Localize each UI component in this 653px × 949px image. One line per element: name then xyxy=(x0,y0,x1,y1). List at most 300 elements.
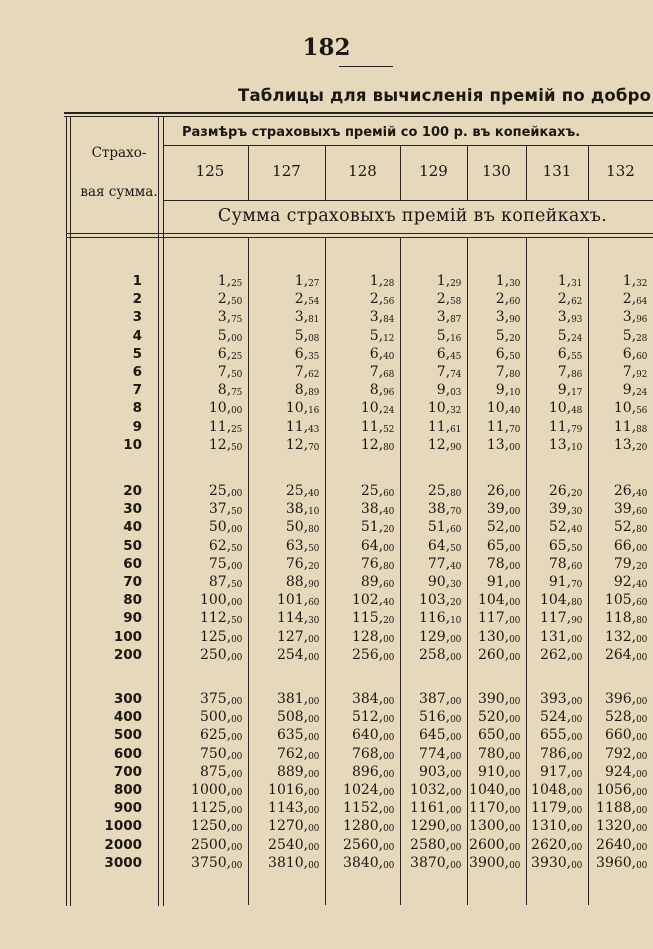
premium-kopecks: 00 xyxy=(509,715,520,726)
premium-kopecks: 61 xyxy=(450,424,461,435)
premium-kopecks: 52 xyxy=(383,424,394,435)
premium-rubles: 258, xyxy=(418,646,451,663)
premium-kopecks: 62 xyxy=(308,370,319,380)
premium-kopecks: 80 xyxy=(571,598,582,609)
insured-sum: 2 xyxy=(132,291,142,308)
insured-sum: 30 xyxy=(123,501,142,518)
premium-kopecks: 00 xyxy=(509,616,520,627)
premium-kopecks: 00 xyxy=(450,824,461,835)
premium-rubles: 11, xyxy=(208,418,232,435)
premium-rubles: 2640, xyxy=(596,836,637,853)
premium-rubles: 52, xyxy=(613,519,637,536)
premium-kopecks: 32 xyxy=(450,406,461,417)
premium-kopecks: 00 xyxy=(308,824,319,835)
premium-kopecks: 50 xyxy=(231,507,242,518)
premium-rubles: 3870, xyxy=(410,854,451,871)
premium-kopecks: 29 xyxy=(450,279,461,289)
premium-rubles: 9, xyxy=(557,382,572,399)
premium-kopecks: 00 xyxy=(383,842,394,853)
premium-rubles: 1152, xyxy=(343,800,384,817)
premium-kopecks: 00 xyxy=(231,525,242,536)
premium-kopecks: 70 xyxy=(571,580,582,590)
premium-rubles: 774, xyxy=(418,745,451,762)
premium-rubles: 780, xyxy=(477,745,510,762)
premium-rubles: 387, xyxy=(418,691,451,707)
premium-kopecks: 00 xyxy=(509,751,520,762)
premium-rubles: 26, xyxy=(613,483,637,499)
premium-kopecks: 50 xyxy=(231,580,242,590)
premium-kopecks: 00 xyxy=(571,806,582,817)
premium-kopecks: 50 xyxy=(231,616,242,627)
premium-kopecks: 88 xyxy=(636,424,647,435)
premium-kopecks: 75 xyxy=(231,388,242,399)
premium-rubles: 2, xyxy=(436,291,451,308)
premium-rubles: 76, xyxy=(285,555,309,572)
premium-kopecks: 20 xyxy=(509,333,520,344)
premium-rubles: 393, xyxy=(539,691,572,707)
premium-cell xyxy=(526,854,582,875)
premium-rubles: 7, xyxy=(217,364,232,380)
premium-rubles: 9, xyxy=(436,382,451,399)
premium-rubles: 3, xyxy=(436,309,451,326)
premium-kopecks: 00 xyxy=(571,715,582,726)
premium-rubles: 1300, xyxy=(469,818,510,835)
table-row xyxy=(0,763,653,781)
premium-kopecks: 03 xyxy=(450,388,461,399)
insured-sum: 20 xyxy=(123,483,142,499)
premium-kopecks: 84 xyxy=(383,315,394,326)
premium-kopecks: 56 xyxy=(383,297,394,308)
premium-kopecks: 80 xyxy=(450,489,461,499)
table-row xyxy=(0,272,653,290)
premium-kopecks: 00 xyxy=(636,860,647,871)
premium-rubles: 38, xyxy=(427,501,451,518)
premium-rubles: 512, xyxy=(351,709,384,726)
column-rule xyxy=(248,145,249,200)
premium-rubles: 3840, xyxy=(343,854,384,871)
premium-rubles: 9, xyxy=(622,382,637,399)
premium-kopecks: 00 xyxy=(450,634,461,645)
premium-cell xyxy=(325,646,394,667)
premium-kopecks: 00 xyxy=(636,634,647,645)
premium-rubles: 6, xyxy=(622,345,637,362)
premium-kopecks: 00 xyxy=(509,634,520,645)
premium-kopecks: 80 xyxy=(636,616,647,627)
premium-rubles: 3, xyxy=(495,309,510,326)
premium-kopecks: 45 xyxy=(450,351,461,362)
premium-cell xyxy=(400,854,461,875)
premium-rubles: 2, xyxy=(217,291,232,308)
table-row xyxy=(0,646,653,664)
premium-kopecks: 92 xyxy=(636,370,647,380)
insured-sum: 70 xyxy=(123,574,142,590)
header-bottom-rule xyxy=(66,233,653,234)
premium-cell xyxy=(400,436,461,457)
premium-rubles: 375, xyxy=(199,691,232,707)
premium-rubles: 786, xyxy=(539,745,572,762)
premium-kopecks: 62 xyxy=(571,297,582,308)
premium-rubles: 125, xyxy=(199,628,232,645)
premium-cell xyxy=(248,854,319,875)
premium-rubles: 11, xyxy=(427,418,451,435)
premium-kopecks: 00 xyxy=(450,842,461,853)
premium-rubles: 1, xyxy=(369,273,384,289)
premium-rubles: 50, xyxy=(208,519,232,536)
premium-kopecks: 00 xyxy=(509,598,520,609)
table-row xyxy=(0,690,653,708)
premium-kopecks: 12 xyxy=(383,333,394,344)
premium-kopecks: 00 xyxy=(636,751,647,762)
premium-rubles: 7, xyxy=(436,364,451,380)
table-row xyxy=(0,591,653,609)
premium-rubles: 6, xyxy=(495,345,510,362)
premium-kopecks: 08 xyxy=(308,333,319,344)
premium-rubles: 2500, xyxy=(191,836,232,853)
table-row xyxy=(0,518,653,536)
premium-rubles: 2560, xyxy=(343,836,384,853)
premium-cell xyxy=(248,646,319,667)
premium-kopecks: 80 xyxy=(383,442,394,453)
header-rule xyxy=(163,145,653,146)
premium-kopecks: 00 xyxy=(383,860,394,871)
premium-rubles: 5, xyxy=(217,327,232,344)
insured-sum: 4 xyxy=(132,327,142,344)
premium-rubles: 92, xyxy=(613,574,637,590)
insured-sum: 10 xyxy=(123,436,142,453)
premium-kopecks: 28 xyxy=(383,279,394,289)
premium-rubles: 2, xyxy=(495,291,510,308)
premium-kopecks: 00 xyxy=(571,769,582,780)
premium-rubles: 508, xyxy=(276,709,309,726)
premium-rubles: 924, xyxy=(604,763,637,780)
premium-rubles: 10, xyxy=(548,400,572,417)
premium-rubles: 115, xyxy=(351,610,384,627)
table-row xyxy=(0,381,653,399)
premium-rubles: 903, xyxy=(418,763,451,780)
rate-header-127: 127 xyxy=(272,162,301,180)
premium-rubles: 37, xyxy=(208,501,232,518)
premium-rubles: 7, xyxy=(495,364,510,380)
premium-kopecks: 00 xyxy=(383,824,394,835)
premium-rubles: 12, xyxy=(285,436,309,453)
premium-rubles: 10, xyxy=(486,400,510,417)
premium-kopecks: 35 xyxy=(308,351,319,362)
premium-kopecks: 30 xyxy=(571,507,582,518)
table-row xyxy=(0,628,653,646)
table-row xyxy=(0,745,653,763)
premium-rubles: 262, xyxy=(539,646,572,663)
premium-kopecks: 87 xyxy=(450,315,461,326)
premium-rubles: 917, xyxy=(539,763,572,780)
premium-rubles: 10, xyxy=(208,400,232,417)
premium-rubles: 1320, xyxy=(596,818,637,835)
premium-rubles: 1179, xyxy=(531,800,572,817)
premium-kopecks: 40 xyxy=(383,598,394,609)
premium-rubles: 384, xyxy=(351,691,384,707)
premium-kopecks: 00 xyxy=(231,806,242,817)
title-rule xyxy=(64,116,653,117)
table-row xyxy=(0,327,653,345)
premium-rubles: 39, xyxy=(486,501,510,518)
premium-rubles: 250, xyxy=(199,646,232,663)
premium-kopecks: 00 xyxy=(509,733,520,744)
premium-rubles: 51, xyxy=(427,519,451,536)
premium-rubles: 1, xyxy=(217,273,232,289)
premium-kopecks: 20 xyxy=(383,525,394,536)
premium-rubles: 3750, xyxy=(191,854,232,871)
running-head: Таблицы для вычисленія премій по добро xyxy=(238,86,652,105)
premium-kopecks: 00 xyxy=(636,697,647,707)
premium-rubles: 260, xyxy=(477,646,510,663)
premium-kopecks: 50 xyxy=(308,543,319,554)
premium-cell xyxy=(248,436,319,457)
premium-kopecks: 00 xyxy=(509,489,520,499)
premium-rubles: 264, xyxy=(604,646,637,663)
premium-rubles: 11, xyxy=(486,418,510,435)
premium-kopecks: 20 xyxy=(571,489,582,499)
premium-kopecks: 80 xyxy=(509,370,520,380)
premium-rubles: 7, xyxy=(557,364,572,380)
column-rule xyxy=(467,237,468,905)
premium-rubles: 1290, xyxy=(410,818,451,835)
premium-kopecks: 75 xyxy=(231,315,242,326)
premium-kopecks: 00 xyxy=(308,733,319,744)
premium-kopecks: 90 xyxy=(308,580,319,590)
premium-kopecks: 31 xyxy=(571,279,582,289)
insured-sum: 3 xyxy=(132,309,142,326)
rate-header-129: 129 xyxy=(419,162,448,180)
premium-rubles: 78, xyxy=(486,555,510,572)
premium-kopecks: 50 xyxy=(231,543,242,554)
premium-rubles: 625, xyxy=(199,727,232,744)
premium-kopecks: 60 xyxy=(509,297,520,308)
premium-kopecks: 00 xyxy=(231,788,242,798)
premium-rubles: 112, xyxy=(199,610,232,627)
table-row xyxy=(0,555,653,573)
premium-kopecks: 00 xyxy=(509,561,520,572)
rate-header-125: 125 xyxy=(195,162,225,180)
premium-rubles: 103, xyxy=(418,592,451,609)
premium-rubles: 500, xyxy=(199,709,232,726)
premium-rubles: 65, xyxy=(548,537,572,554)
premium-kopecks: 00 xyxy=(231,406,242,417)
table-row xyxy=(0,308,653,326)
rate-header-130: 130 xyxy=(482,162,511,180)
premium-kopecks: 00 xyxy=(308,806,319,817)
premium-kopecks: 00 xyxy=(450,697,461,707)
premium-rubles: 25, xyxy=(208,483,232,499)
premium-rubles: 101, xyxy=(276,592,309,609)
premium-kopecks: 00 xyxy=(636,652,647,663)
premium-rubles: 39, xyxy=(613,501,637,518)
premium-rubles: 11, xyxy=(613,418,637,435)
premium-rubles: 78, xyxy=(548,555,572,572)
premium-rubles: 254, xyxy=(276,646,309,663)
premium-rubles: 910, xyxy=(477,763,510,780)
premium-rubles: 3900, xyxy=(469,854,510,871)
premium-rubles: 1188, xyxy=(596,800,637,817)
column-rule xyxy=(588,145,589,200)
insured-sum: 1000 xyxy=(104,818,142,835)
premium-rubles: 12, xyxy=(208,436,232,453)
label-column-rule xyxy=(158,116,159,906)
premium-rubles: 117, xyxy=(539,610,572,627)
premium-rubles: 792, xyxy=(604,745,637,762)
premium-rubles: 38, xyxy=(360,501,384,518)
column-rule xyxy=(588,237,589,905)
premium-kopecks: 00 xyxy=(450,733,461,744)
premium-rubles: 77, xyxy=(427,555,451,572)
rate-header-132: 132 xyxy=(606,162,635,180)
premium-kopecks: 40 xyxy=(450,561,461,572)
premium-kopecks: 00 xyxy=(509,769,520,780)
premium-rubles: 3, xyxy=(369,309,384,326)
premium-kopecks: 00 xyxy=(383,751,394,762)
premium-rubles: 396, xyxy=(604,691,637,707)
table-row xyxy=(0,345,653,363)
premium-kopecks: 00 xyxy=(636,806,647,817)
premium-kopecks: 00 xyxy=(231,652,242,663)
premium-rubles: 66, xyxy=(613,537,637,554)
table-border-left xyxy=(66,116,67,906)
premium-kopecks: 70 xyxy=(509,424,520,435)
row-label-line2: вая сумма. xyxy=(80,184,158,200)
premium-kopecks: 32 xyxy=(636,279,647,289)
premium-kopecks: 43 xyxy=(308,424,319,435)
premium-kopecks: 70 xyxy=(450,507,461,518)
table-row xyxy=(0,708,653,726)
premium-rubles: 91, xyxy=(486,574,510,590)
premium-rubles: 118, xyxy=(604,610,637,627)
insured-sum: 50 xyxy=(123,537,142,554)
premium-kopecks: 60 xyxy=(308,598,319,609)
premium-kopecks: 70 xyxy=(308,442,319,453)
premium-kopecks: 40 xyxy=(636,489,647,499)
premium-cell xyxy=(588,646,647,667)
premium-rubles: 102, xyxy=(351,592,384,609)
column-rule xyxy=(526,145,527,200)
premium-rubles: 5, xyxy=(557,327,572,344)
premium-kopecks: 55 xyxy=(571,351,582,362)
premium-rubles: 89, xyxy=(360,574,384,590)
premium-kopecks: 00 xyxy=(571,634,582,645)
premium-kopecks: 00 xyxy=(571,751,582,762)
premium-kopecks: 60 xyxy=(571,561,582,572)
premium-kopecks: 00 xyxy=(231,769,242,780)
premium-rubles: 1270, xyxy=(268,818,309,835)
premium-rubles: 1040, xyxy=(469,782,510,798)
table-row xyxy=(0,836,653,854)
premium-rubles: 6, xyxy=(369,345,384,362)
premium-kopecks: 00 xyxy=(308,697,319,707)
premium-kopecks: 00 xyxy=(450,652,461,663)
premium-cell xyxy=(526,646,582,667)
premium-kopecks: 00 xyxy=(383,733,394,744)
premium-rubles: 87, xyxy=(208,574,232,590)
premium-rubles: 5, xyxy=(294,327,309,344)
premium-rubles: 889, xyxy=(276,763,309,780)
label-column-rule xyxy=(163,116,164,906)
premium-kopecks: 40 xyxy=(308,489,319,499)
title-rule xyxy=(64,112,653,114)
premium-rubles: 132, xyxy=(604,628,637,645)
premium-rubles: 2580, xyxy=(410,836,451,853)
premium-rubles: 1125, xyxy=(191,800,232,817)
premium-kopecks: 00 xyxy=(383,543,394,554)
premium-kopecks: 90 xyxy=(509,315,520,326)
premium-kopecks: 00 xyxy=(231,333,242,344)
premium-rubles: 79, xyxy=(613,555,637,572)
premium-rubles: 25, xyxy=(285,483,309,499)
insured-sum: 60 xyxy=(123,555,142,572)
insured-sum: 8 xyxy=(132,400,142,417)
premium-rubles: 1, xyxy=(294,273,309,289)
premium-rubles: 10, xyxy=(285,400,309,417)
premium-kopecks: 64 xyxy=(636,297,647,308)
insured-sum: 800 xyxy=(113,782,142,798)
premium-kopecks: 10 xyxy=(450,616,461,627)
premium-kopecks: 00 xyxy=(509,580,520,590)
premium-rubles: 1250, xyxy=(191,818,232,835)
premium-rubles: 62, xyxy=(208,537,232,554)
premium-rubles: 3960, xyxy=(596,854,637,871)
premium-rubles: 52, xyxy=(486,519,510,536)
premium-kopecks: 00 xyxy=(231,561,242,572)
premium-kopecks: 60 xyxy=(636,351,647,362)
premium-kopecks: 86 xyxy=(571,370,582,380)
table-row xyxy=(0,500,653,518)
premium-kopecks: 58 xyxy=(450,297,461,308)
premium-kopecks: 00 xyxy=(308,769,319,780)
premium-kopecks: 00 xyxy=(308,652,319,663)
premium-kopecks: 50 xyxy=(231,297,242,308)
premium-rubles: 524, xyxy=(539,709,572,726)
premium-rubles: 3, xyxy=(294,309,309,326)
premium-rubles: 3, xyxy=(217,309,232,326)
header-bottom-rule xyxy=(66,237,653,238)
premium-rubles: 3, xyxy=(557,309,572,326)
premium-kopecks: 24 xyxy=(571,333,582,344)
premium-rubles: 64, xyxy=(427,537,451,554)
premium-rubles: 9, xyxy=(495,382,510,399)
premium-rubles: 1143, xyxy=(268,800,309,817)
insured-sum: 3000 xyxy=(104,854,142,871)
premium-kopecks: 00 xyxy=(509,697,520,707)
premium-kopecks: 50 xyxy=(450,543,461,554)
premium-rubles: 13, xyxy=(486,436,510,453)
premium-kopecks: 50 xyxy=(231,442,242,453)
premium-rubles: 128, xyxy=(351,628,384,645)
premium-rubles: 76, xyxy=(360,555,384,572)
table-row xyxy=(0,854,653,872)
premium-kopecks: 00 xyxy=(636,733,647,744)
premium-kopecks: 16 xyxy=(308,406,319,417)
premium-kopecks: 30 xyxy=(308,616,319,627)
premium-kopecks: 00 xyxy=(509,824,520,835)
premium-kopecks: 00 xyxy=(571,842,582,853)
premium-kopecks: 90 xyxy=(450,442,461,453)
premium-rubles: 116, xyxy=(418,610,451,627)
premium-rubles: 88, xyxy=(285,574,309,590)
header-rule xyxy=(163,200,653,201)
premium-kopecks: 50 xyxy=(231,370,242,380)
column-rule xyxy=(467,145,468,200)
table-row xyxy=(0,537,653,555)
premium-kopecks: 56 xyxy=(636,406,647,417)
premium-rubles: 3, xyxy=(622,309,637,326)
table-row xyxy=(0,436,653,454)
premium-kopecks: 48 xyxy=(571,406,582,417)
